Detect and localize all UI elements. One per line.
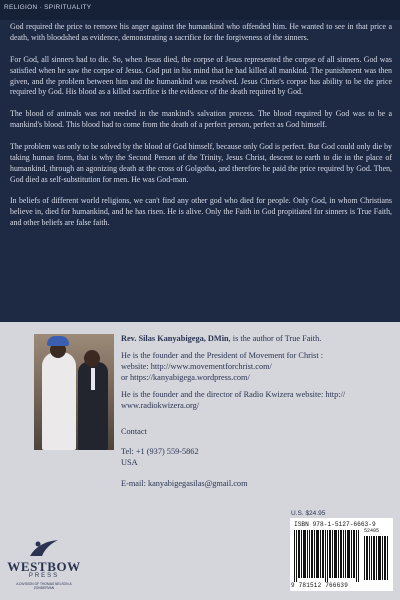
phone-number: Tel: +1 (937) 559-5862 [121, 447, 199, 456]
westbow-logo-icon [28, 538, 60, 558]
author-photo [34, 334, 114, 450]
author-intro: , is the author of True Faith. [228, 334, 322, 343]
radio-line: He is the founder and the director of Radio Kwizera website: http:// [121, 390, 346, 399]
author-name: Rev. Silas Kanyabigega, DMin [121, 334, 229, 343]
blurb-paragraph: In beliefs of different world religions, we can't find any other god who died for people. Only God, in whom Christians believe in, died for humankind, and he has risen. He is alive. Only the Faith in God propitiated for sinners is True Faith, and other beliefs are false faith. [10, 196, 392, 228]
blurb-paragraph: The blood of animals was not needed in the mankind's salvation process. The blood required by God was to be a mankind's blood. This blood had to come from the death of a perfect person, perfect as God himself. [10, 109, 392, 130]
price-label: U.S. $24.95 [291, 510, 326, 517]
blurb-paragraph: God required the price to remove his anger against the humankind who offended him. He wanted to see in that price a death, with bloodshed as evidence, demonstrating a sacrifice for the forgiveness of the sinners. [10, 22, 392, 42]
barcode-number: 9 781512 766639 [291, 582, 349, 589]
barcode-icon [294, 530, 360, 582]
radio-link[interactable]: www.radiokwizera.org/ [121, 401, 200, 410]
publisher-press: PRESS [28, 573, 60, 579]
publisher-name: WESTBOW [7, 559, 81, 574]
blog-link[interactable]: or https://kanyabigega.wordpress.com/ [121, 373, 250, 382]
category-label: RELIGION · SPIRITUALITY [4, 4, 92, 11]
contact-details [121, 446, 199, 468]
blurb-text [10, 22, 392, 240]
category-bar [0, 0, 400, 20]
addon-barcode-icon [364, 528, 390, 580]
blurb-paragraph: For God, all sinners had to die. So, when Jesus died, the corpse of Jesus represented the corpse of all sinners. God was satisfied when he saw the corpse of Jesus. God put in his mind that he had killed all mankind. The punishment was then given, and the problem between him and the humankind was resolved. Jesus Christ's corpse has ability to be the price required by God. His blood as a killed sacrifice is the evidence of the death required by God. [10, 54, 392, 97]
addon-number: 52495 [364, 528, 380, 534]
founder-line: He is the founder and the President of Movement for Christ : [121, 351, 324, 360]
isbn-number: ISBN 978-1-5127-6663-9 [294, 521, 376, 528]
website-link[interactable]: website: http://www.movementforchrist.com/ [121, 362, 272, 371]
contact-label: Contact [121, 427, 147, 436]
blurb-paragraph: The problem was only to be solved by the blood of God himself, because only God is perfect. But God could only die by taking human form, that is why the Second Person of the Trinity, Jesus Christ, descent to earth to die in the place of humankind, through an agonizing death at the cross of Golgotha, and therefore he paid the price required by God. Then, God died as self-substitution for men. He was God-man. [10, 141, 392, 184]
country: USA [121, 458, 138, 467]
email-address: E-mail: kanyabigegasilas@gmail.com [121, 479, 248, 488]
author-bio [121, 333, 393, 417]
publisher-division: A DIVISION OF THOMAS NELSON & ZONDERVAN [16, 582, 72, 590]
